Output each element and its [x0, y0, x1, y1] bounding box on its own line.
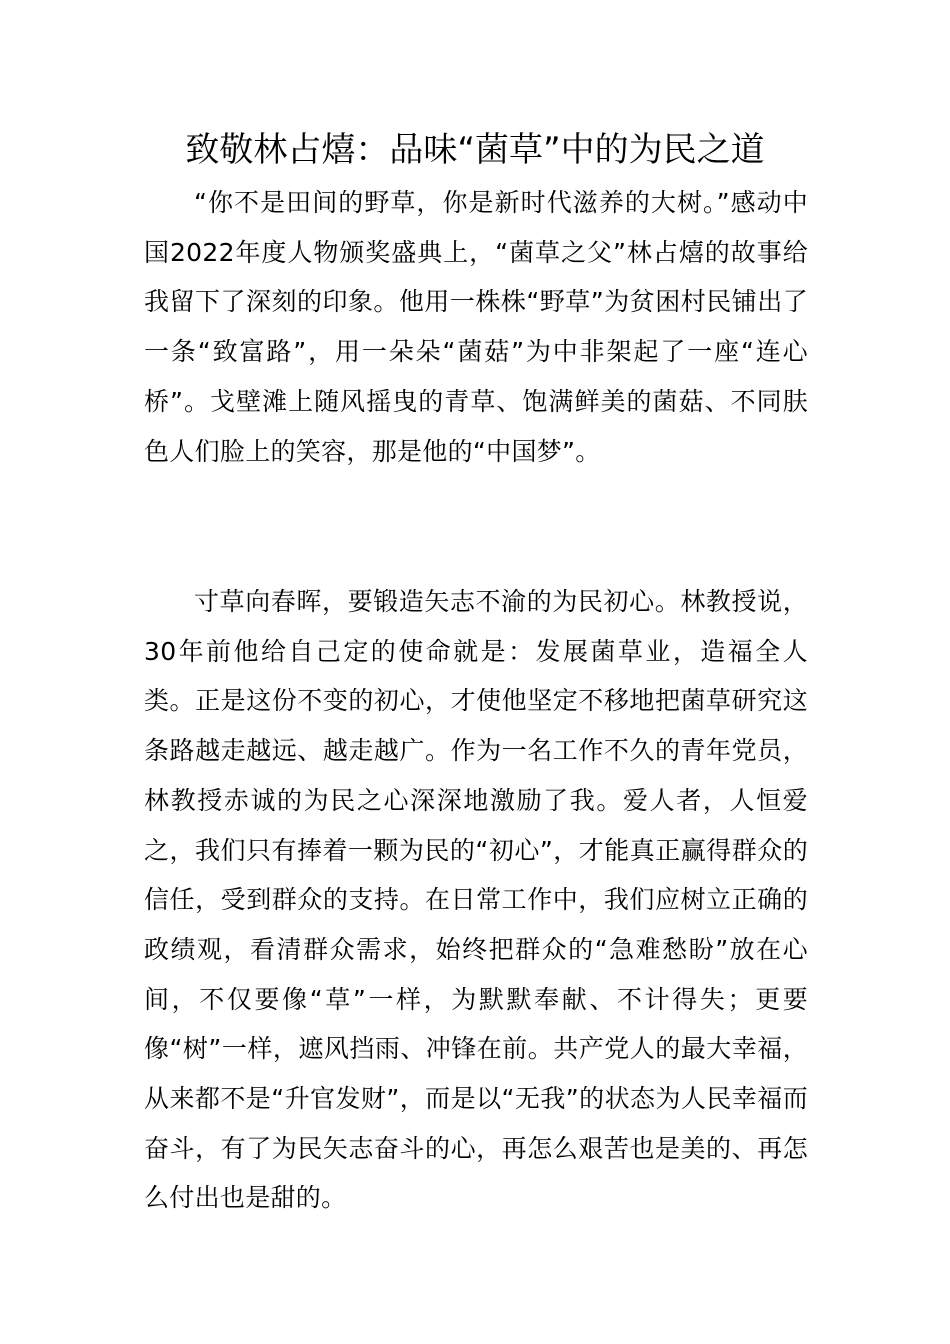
paragraph-1: “你不是田间的野草，你是新时代滋养的大树。”感动中国2022年度人物颁奖盛典上，“菌草之父”林占熺的故事给我留下了深刻的印象。他用一株株“野草”为贫困村民铺出了一条“致富路”，用一朵朵“菌菇”为中非架起了一座“连心桥”。戈壁滩上随风摇曳的青草、饱满鲜美的菌菇、不同肤色人们脸上的笑容，那是他的“中国梦”。 [144, 188, 808, 466]
paragraph-2: 寸草向春晖，要锻造矢志不渝的为民初心。林教授说，30年前他给自己定的使命就是：发展菌草业，造福全人类。正是这份不变的初心，才使他坚定不移地把菌草研究这条路越走越远、越走越广。作为一名工作不久的青年党员，林教授赤诚的为民之心深深地激励了我。爱人者，人恒爱之，我们只有捧着一颗为民的“初心”，才能真正赢得群众的信任，受到群众的支持。在日常工作中，我们应树立正确的政绩观，看清群众需求，始终把群众的“急难愁盼”放在心间，不仅要像“草”一样，为默默奉献、不计得失；更要像“树”一样，遮风挡雨、冲锋在前。共产党人的最大幸福，从来都不是“升官发财”，而是以“无我”的状态为人民幸福而奋斗，有了为民矢志奋斗的心，再怎么艰苦也是美的、再怎么付出也是甜的。 [144, 587, 808, 1213]
document-title: 致敬林占熺：品味“菌草”中的为民之道 [185, 130, 765, 170]
